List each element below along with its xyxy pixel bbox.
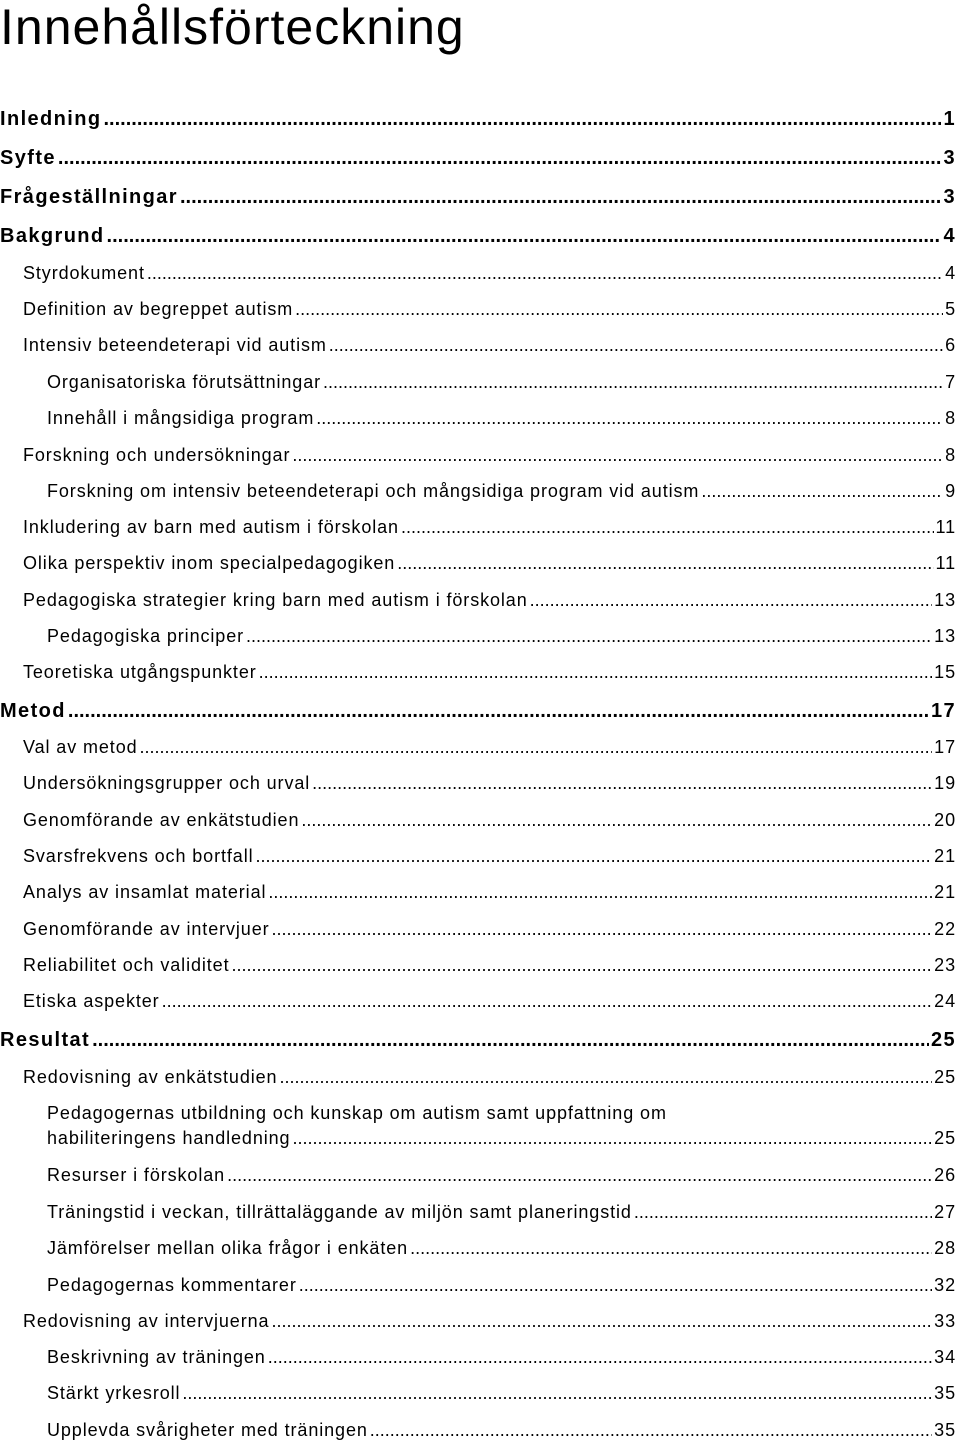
toc-entry[interactable]	[23, 991, 956, 1012]
toc-entry-label: Frågeställningar	[0, 186, 178, 208]
toc-entry-label: Val av metod	[23, 737, 138, 757]
toc-entry-page: 4	[943, 225, 956, 247]
toc-entry-label: Redovisning av intervjuerna	[23, 1311, 270, 1331]
toc-leader	[299, 1275, 932, 1296]
toc-entry-page: 17	[930, 700, 956, 722]
toc-leader	[634, 1202, 932, 1223]
toc-entry[interactable]	[0, 700, 956, 723]
toc-entry[interactable]	[47, 1165, 956, 1186]
toc-leader	[312, 773, 932, 794]
toc-entry[interactable]	[23, 590, 956, 611]
toc-leader	[68, 700, 929, 723]
toc-entry-label: Stärkt yrkesroll	[47, 1383, 181, 1403]
toc-entry[interactable]	[23, 335, 956, 356]
toc-leader	[397, 553, 933, 574]
toc-entry[interactable]	[23, 662, 956, 683]
toc-entry[interactable]	[47, 1103, 956, 1149]
toc-entry[interactable]	[23, 810, 956, 831]
toc-entry[interactable]	[23, 1067, 956, 1088]
toc-entry-page: 4	[945, 263, 956, 283]
toc-entry-page: 8	[945, 408, 956, 428]
toc-leader	[182, 1383, 932, 1404]
toc-entry-page: 19	[934, 773, 956, 793]
toc-entry-page: 27	[934, 1202, 956, 1222]
toc-entry-label: Forskning och undersökningar	[23, 445, 291, 465]
toc-entry-label: Intensiv beteendeterapi vid autism	[23, 335, 327, 355]
toc-leader	[301, 810, 932, 831]
toc-entry[interactable]	[0, 147, 956, 170]
toc-entry[interactable]	[0, 108, 956, 131]
toc-entry[interactable]	[47, 1347, 956, 1368]
toc-entry-label: Bakgrund	[0, 225, 105, 247]
toc-entry-page: 8	[945, 445, 956, 465]
toc-entry-page: 24	[934, 991, 956, 1011]
toc-entry-page: 34	[934, 1347, 956, 1367]
toc-entry-page: 15	[934, 662, 956, 682]
toc-entry-label: Resultat	[0, 1029, 91, 1051]
toc-entry-label: Metod	[0, 700, 66, 722]
toc-leader	[530, 590, 933, 611]
toc-entry-label: Jämförelser mellan olika frågor i enkäten	[47, 1238, 409, 1258]
toc-entry-page: 3	[943, 147, 956, 169]
toc-entry[interactable]	[23, 919, 956, 940]
toc-entry-page: 25	[934, 1067, 956, 1087]
toc-entry-label: Genomförande av intervjuer	[23, 919, 270, 939]
toc-leader	[323, 372, 943, 393]
toc-entry[interactable]	[0, 1029, 956, 1052]
toc-leader	[271, 1311, 932, 1332]
toc-entry[interactable]	[23, 445, 956, 466]
toc-entry-label: Pedagogernas utbildning och kunskap om autism samt uppfattning om	[47, 1103, 667, 1123]
toc-entry-label: Svarsfrekvens och bortfall	[23, 846, 254, 866]
toc-leader	[292, 445, 943, 466]
toc-entry-label-continued: habiliteringens handledning	[47, 1128, 291, 1148]
toc-leader	[292, 1128, 932, 1149]
toc-leader	[246, 626, 932, 647]
toc-leader	[140, 737, 933, 758]
toc-leader	[103, 108, 941, 131]
toc-entry-label: Reliabilitet och validitet	[23, 955, 230, 975]
toc-leader	[279, 1067, 932, 1088]
toc-leader	[316, 408, 943, 429]
toc-entry[interactable]	[23, 263, 956, 284]
toc-entry-label: Etiska aspekter	[23, 991, 160, 1011]
toc-entry-page: 32	[934, 1275, 956, 1295]
toc-entry[interactable]	[23, 553, 956, 574]
toc-entry-label: Inkludering av barn med autism i förskolan	[23, 517, 399, 537]
toc-entry-label: Styrdokument	[23, 263, 145, 283]
toc-leader	[256, 846, 933, 867]
toc-entry-page: 33	[934, 1311, 956, 1331]
toc-entry-page: 25	[930, 1029, 956, 1051]
page-title: Innehållsförteckning	[0, 0, 465, 55]
toc-entry-page: 9	[945, 481, 956, 501]
toc-entry-label: Redovisning av enkätstudien	[23, 1067, 278, 1087]
toc-leader	[92, 1029, 929, 1052]
toc-entry[interactable]	[23, 773, 956, 794]
toc-entry-page: 20	[934, 810, 956, 830]
toc-entry-page: 28	[934, 1238, 956, 1258]
toc-entry-label: Analys av insamlat material	[23, 882, 267, 902]
toc-leader	[268, 882, 932, 903]
toc-entry[interactable]	[0, 186, 956, 209]
toc-entry[interactable]	[23, 299, 956, 320]
toc-entry-page: 7	[945, 372, 956, 392]
toc-entry-page: 25	[934, 1128, 956, 1148]
toc-entry-label: Organisatoriska förutsättningar	[47, 372, 322, 392]
toc-entry-label: Innehåll i mångsidiga program	[47, 408, 315, 428]
toc-entry[interactable]	[47, 408, 956, 429]
toc-entry[interactable]	[47, 1275, 956, 1296]
toc-entry-page: 11	[935, 517, 956, 537]
toc-entry[interactable]	[47, 481, 956, 502]
toc-entry-page: 6	[945, 335, 956, 355]
toc-entry-label: Definition av begreppet autism	[23, 299, 294, 319]
toc-leader	[147, 263, 943, 284]
toc-entry-page: 13	[934, 590, 956, 610]
toc-entry-label: Syfte	[0, 147, 56, 169]
toc-entry-label: Resurser i förskolan	[47, 1165, 226, 1185]
toc-entry-page: 21	[934, 882, 956, 902]
toc-entry[interactable]	[23, 1311, 956, 1332]
toc-entry[interactable]	[23, 882, 956, 903]
toc-leader	[232, 955, 933, 976]
toc-leader	[259, 662, 933, 683]
toc-entry-page: 13	[934, 626, 956, 646]
toc-leader	[295, 299, 943, 320]
toc-entry-label: Teoretiska utgångspunkter	[23, 662, 257, 682]
toc-entry-page: 11	[935, 553, 956, 573]
toc-leader	[107, 225, 942, 248]
toc-entry-page: 3	[943, 186, 956, 208]
toc-entry-label: Inledning	[0, 108, 102, 130]
toc-leader	[329, 335, 943, 356]
toc-leader	[370, 1420, 932, 1441]
toc-entry-label: Beskrivning av träningen	[47, 1347, 266, 1367]
toc-entry-label: Olika perspektiv inom specialpedagogiken	[23, 553, 396, 573]
toc-entry[interactable]	[47, 1383, 956, 1404]
toc-leader	[401, 517, 934, 538]
toc-entry-page: 23	[934, 955, 956, 975]
toc-entry[interactable]	[23, 846, 956, 867]
toc-entry[interactable]	[47, 1420, 956, 1441]
toc-leader	[58, 147, 942, 170]
toc-entry-page: 17	[934, 737, 956, 757]
toc-leader	[410, 1238, 932, 1259]
toc-entry[interactable]	[47, 1202, 956, 1223]
toc-entry-label: Pedagogiska strategier kring barn med autism i förskolan	[23, 590, 528, 610]
toc-entry[interactable]	[47, 1238, 956, 1259]
toc-leader	[227, 1165, 932, 1186]
toc-leader	[272, 919, 933, 940]
toc-entry-page: 1	[943, 108, 956, 130]
toc-entry-page: 5	[945, 299, 956, 319]
toc-entry[interactable]	[23, 955, 956, 976]
toc-entry-label: Genomförande av enkätstudien	[23, 810, 300, 830]
toc-leader	[701, 481, 943, 502]
toc-entry-label: Pedagogernas kommentarer	[47, 1275, 297, 1295]
toc-entry-page: 21	[934, 846, 956, 866]
toc-entry[interactable]	[47, 626, 956, 647]
toc-entry[interactable]	[23, 737, 956, 758]
toc-entry[interactable]	[47, 372, 956, 393]
toc-entry-label: Pedagogiska principer	[47, 626, 245, 646]
toc-entry-label: Träningstid i veckan, tillrättaläggande av miljön samt planeringstid	[47, 1202, 632, 1222]
toc-entry-page: 26	[934, 1165, 956, 1185]
toc-leader	[268, 1347, 932, 1368]
toc-entry-label: Forskning om intensiv beteendeterapi och mångsidiga program vid autism	[47, 481, 700, 501]
toc-entry-page: 35	[934, 1420, 956, 1440]
toc-entry[interactable]	[0, 225, 956, 248]
toc-entry-page: 22	[934, 919, 956, 939]
toc-entry-label: Undersökningsgrupper och urval	[23, 773, 311, 793]
toc-entry-page: 35	[934, 1383, 956, 1403]
toc-leader	[180, 186, 941, 209]
toc-leader	[162, 991, 933, 1012]
toc-entry-label: Upplevda svårigheter med träningen	[47, 1420, 368, 1440]
toc-entry[interactable]	[23, 517, 956, 538]
